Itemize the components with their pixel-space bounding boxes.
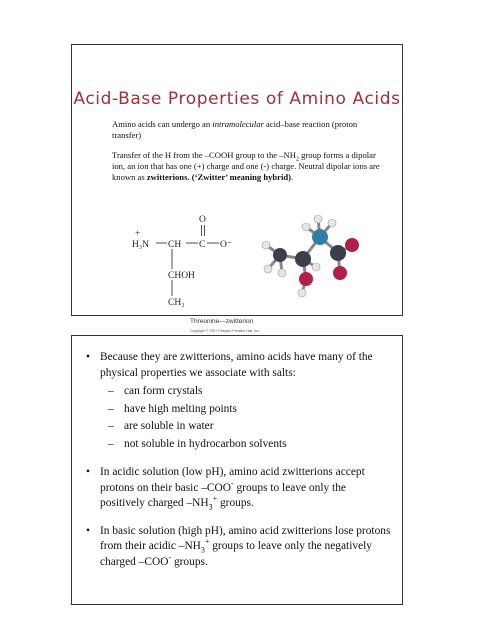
hydrogen-atom (264, 265, 272, 273)
property-item: – can form crystals (100, 383, 392, 401)
intro-text-end: acid–base reaction (proton transfer) (112, 119, 358, 140)
carbon-atom (273, 248, 287, 262)
copyright-notice: Copyright © 2007 Pearson Prentice Hall, Inc. (190, 329, 260, 333)
acidic-text-2: groups to leave only the positively charged –NH (100, 481, 346, 509)
basic-sup-1: + (204, 537, 210, 547)
zw-sub: 2 (295, 156, 299, 163)
basic-text-1: In basic solution (high pH), amino acid zwitterions lose protons from their acidic –NH (100, 524, 391, 552)
ball-and-stick-model (258, 207, 364, 299)
slide-1 (71, 44, 403, 333)
oxygen-atom (333, 266, 347, 280)
zw-bold-1: zwitterions. (146, 172, 190, 182)
struct-h3n: H₃N (132, 240, 150, 250)
carbon-atom (295, 251, 311, 267)
bullet-acidic (86, 465, 392, 512)
hydrogen-atom (328, 219, 336, 227)
acidic-sup-2: + (212, 494, 218, 504)
struct-ch3: CH₃ (168, 298, 185, 308)
zw-text-2: group forms a dipolar ion, an ion that has one (+) charge and one (-) charge. Neutral dipolar ions are known as (112, 150, 380, 182)
nitrogen-atom (312, 229, 328, 245)
carbon-atom (330, 245, 346, 261)
acidic-sup-1: - (230, 478, 234, 488)
hydrogen-atom (298, 289, 306, 297)
oxygen-atom (299, 272, 313, 286)
acidic-sub-1: 3 (208, 502, 213, 512)
bullet-list (86, 350, 392, 582)
hydrogen-atom (302, 223, 310, 231)
salt-properties-list (100, 383, 392, 453)
basic-text-2: groups to leave only the negatively charged –COO (100, 540, 372, 568)
slide-2 (71, 335, 403, 605)
zw-text-1: Transfer of the H from the –COOH group to the –NH (112, 150, 296, 160)
property-item: – have high melting points (100, 401, 392, 419)
bullet-basic (86, 524, 392, 571)
threonine-structure (132, 200, 252, 308)
bullet-salts-text: Because they are zwitterions, amino acids have many of the physical properties we associate with salts: (100, 351, 373, 379)
struct-plus: + (135, 229, 141, 239)
hydrogen-atom (314, 215, 322, 223)
figure-caption: Threonine—zwitterion (190, 318, 254, 325)
intro-text: Amino acids can undergo an (112, 119, 213, 129)
bullet-salts (86, 350, 392, 453)
struct-bonds (156, 225, 219, 296)
zwitterion-paragraph (112, 150, 382, 183)
struct-ch: CH (168, 240, 182, 250)
zw-bold-2: (‘Zwitter’ meaning hybrid) (191, 172, 292, 182)
oxygen-atom (345, 238, 359, 252)
intro-paragraph (112, 119, 382, 141)
struct-choh: CHOH (168, 271, 195, 281)
property-item: – not soluble in hydrocarbon solvents (100, 436, 392, 454)
basic-sup-2: - (168, 552, 172, 562)
intro-italic: intramolecular (212, 119, 264, 129)
hydrogen-atom (278, 269, 286, 277)
struct-c: C (199, 240, 206, 250)
acidic-text-1: In acidic solution (low pH), amino acid zwitterions accept protons on their basic –COO (100, 466, 365, 494)
basic-sub-1: 3 (200, 545, 205, 555)
zw-period: . (291, 172, 294, 182)
slide-title: Acid-Base Properties of Amino Acids (73, 89, 401, 109)
property-item: – are soluble in water (100, 418, 392, 436)
acidic-text-3: groups. (217, 497, 254, 509)
basic-text-3: groups. (171, 555, 208, 568)
hydrogen-atom (262, 241, 270, 249)
struct-o-minus: O⁻ (220, 240, 232, 250)
struct-o-top: O (199, 215, 206, 225)
hydrogen-atom (312, 263, 320, 271)
